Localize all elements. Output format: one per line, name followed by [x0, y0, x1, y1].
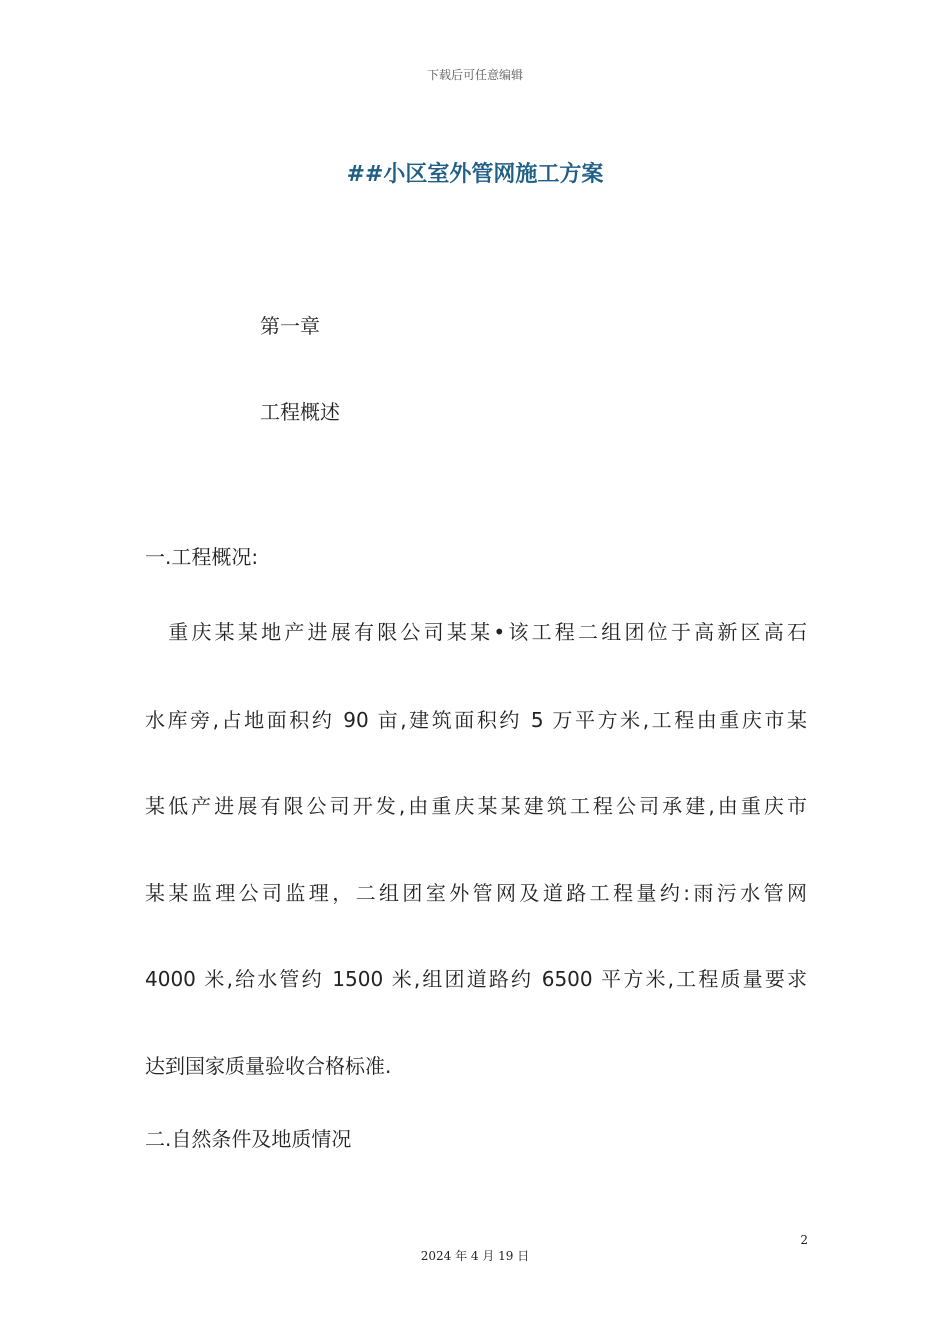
page-number: 2	[800, 1233, 808, 1247]
paragraph-line: 重庆某某地产进展有限公司某某•该工程二组团位于高新区高石	[145, 620, 807, 644]
header-note: 下载后可任意编辑	[426, 68, 523, 82]
chapter-label: 第一章	[260, 314, 320, 338]
paragraph-line: 某某监理公司监理，二组团室外管网及道路工程量约:雨污水管网	[145, 881, 807, 905]
paragraph-line: 水库旁,占地面积约 90 亩,建筑面积约 5 万平方米,工程由重庆市某	[145, 708, 807, 732]
paragraph-line: 4000 米,给水管约 1500 米,组团道路约 6500 平方米,工程质量要求	[145, 967, 807, 991]
chapter-title: 工程概述	[260, 400, 340, 424]
document-title: ##小区室外管网施工方案	[346, 162, 604, 187]
paragraph-line: 达到国家质量验收合格标准.	[145, 1054, 392, 1078]
paragraph-line: 某低产进展有限公司开发,由重庆某某建筑工程公司承建,由重庆市	[145, 794, 807, 818]
footer-date: 2024 年 4 月 19 日	[420, 1249, 530, 1263]
section-heading-2: 二.自然条件及地质情况	[145, 1127, 352, 1151]
section-heading-1: 一.工程概况:	[145, 545, 259, 569]
